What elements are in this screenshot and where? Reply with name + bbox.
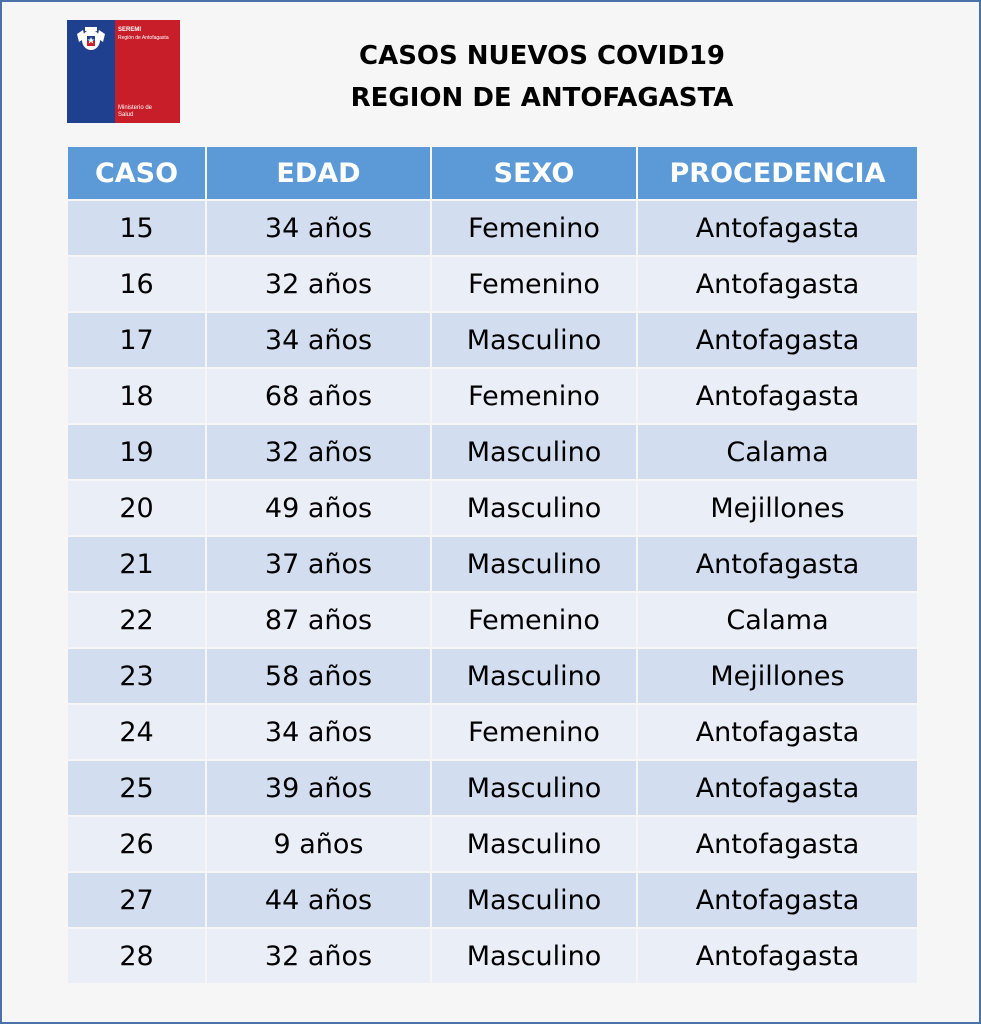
cell-edad: 32 años	[207, 257, 430, 311]
cell-edad: 44 años	[207, 873, 430, 927]
cell-caso: 23	[68, 649, 205, 703]
cell-edad: 58 años	[207, 649, 430, 703]
table-row	[68, 873, 917, 927]
cell-edad: 39 años	[207, 761, 430, 815]
table-row	[68, 705, 917, 759]
table-row	[68, 649, 917, 703]
cell-procedencia: Calama	[638, 425, 917, 479]
chile-coat-of-arms-icon	[73, 24, 109, 54]
cell-sexo: Femenino	[432, 257, 636, 311]
cell-sexo: Masculino	[432, 649, 636, 703]
table-row	[68, 257, 917, 311]
title-line-1: CASOS NUEVOS COVID19	[358, 41, 726, 71]
cell-sexo: Masculino	[432, 481, 636, 535]
table-row	[68, 761, 917, 815]
table-row	[68, 369, 917, 423]
cell-sexo: Masculino	[432, 425, 636, 479]
logo-header-text	[118, 26, 169, 42]
cell-caso: 18	[68, 369, 205, 423]
cell-caso: 27	[68, 873, 205, 927]
logo-region-label: Región de Antofagasta	[118, 35, 169, 41]
cell-sexo: Masculino	[432, 817, 636, 871]
cell-procedencia: Antofagasta	[638, 817, 917, 871]
cell-procedencia: Antofagasta	[638, 257, 917, 311]
logo-seremi-label: SEREMI	[118, 27, 142, 33]
table-row	[68, 313, 917, 367]
cases-table	[66, 145, 919, 985]
cell-caso: 19	[68, 425, 205, 479]
table-row	[68, 593, 917, 647]
cell-sexo: Masculino	[432, 537, 636, 591]
cell-caso: 24	[68, 705, 205, 759]
cell-sexo: Femenino	[432, 201, 636, 255]
page-title	[282, 35, 802, 119]
cell-edad: 34 años	[207, 313, 430, 367]
cell-caso: 28	[68, 929, 205, 983]
cell-edad: 9 años	[207, 817, 430, 871]
cell-procedencia: Antofagasta	[638, 761, 917, 815]
cell-sexo: Masculino	[432, 761, 636, 815]
cell-caso: 15	[68, 201, 205, 255]
table-header-row	[68, 147, 917, 199]
cell-procedencia: Antofagasta	[638, 369, 917, 423]
cell-caso: 21	[68, 537, 205, 591]
cell-caso: 22	[68, 593, 205, 647]
table-row	[68, 537, 917, 591]
table-row	[68, 929, 917, 983]
table-row	[68, 425, 917, 479]
header-procedencia: PROCEDENCIA	[638, 147, 917, 199]
cell-edad: 49 años	[207, 481, 430, 535]
cell-procedencia: Antofagasta	[638, 873, 917, 927]
cell-procedencia: Mejillones	[638, 481, 917, 535]
cell-caso: 25	[68, 761, 205, 815]
cell-edad: 32 años	[207, 425, 430, 479]
cell-sexo: Masculino	[432, 313, 636, 367]
table-row	[68, 481, 917, 535]
cell-edad: 32 años	[207, 929, 430, 983]
cell-procedencia: Calama	[638, 593, 917, 647]
seremi-logo	[67, 20, 180, 123]
cell-sexo: Masculino	[432, 929, 636, 983]
cell-edad: 34 años	[207, 705, 430, 759]
logo-ministry-line1: Ministerio de	[118, 105, 153, 111]
cell-procedencia: Antofagasta	[638, 705, 917, 759]
cell-procedencia: Antofagasta	[638, 929, 917, 983]
cell-edad: 34 años	[207, 201, 430, 255]
cell-edad: 37 años	[207, 537, 430, 591]
header-sexo: SEXO	[432, 147, 636, 199]
header-caso: CASO	[68, 147, 205, 199]
logo-ministry-text	[118, 105, 152, 119]
cell-caso: 26	[68, 817, 205, 871]
title-line-2: REGION DE ANTOFAGASTA	[350, 83, 734, 113]
logo-ministry-line2: Salud	[118, 112, 134, 118]
cell-sexo: Femenino	[432, 369, 636, 423]
table-row	[68, 201, 917, 255]
table-body	[68, 201, 917, 983]
cell-sexo: Masculino	[432, 873, 636, 927]
header-edad: EDAD	[207, 147, 430, 199]
cell-procedencia: Mejillones	[638, 649, 917, 703]
cell-caso: 20	[68, 481, 205, 535]
cell-procedencia: Antofagasta	[638, 313, 917, 367]
cell-sexo: Femenino	[432, 705, 636, 759]
table-row	[68, 817, 917, 871]
cell-edad: 68 años	[207, 369, 430, 423]
cell-sexo: Femenino	[432, 593, 636, 647]
logo-blue-panel	[67, 20, 115, 123]
cell-procedencia: Antofagasta	[638, 201, 917, 255]
cell-caso: 16	[68, 257, 205, 311]
cell-edad: 87 años	[207, 593, 430, 647]
cell-procedencia: Antofagasta	[638, 537, 917, 591]
logo-red-panel	[115, 20, 180, 123]
cell-caso: 17	[68, 313, 205, 367]
